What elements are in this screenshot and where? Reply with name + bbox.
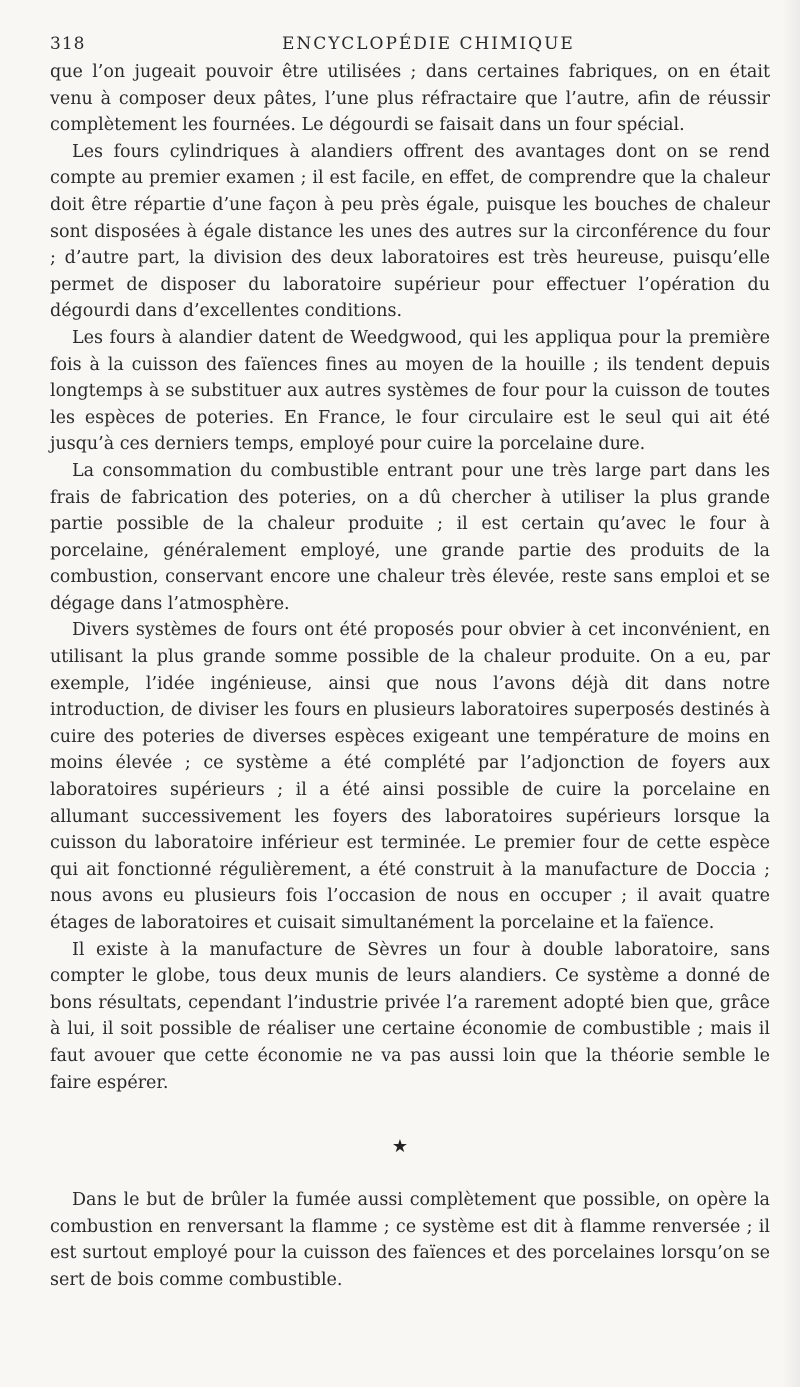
paragraph-continuation: que l’on jugeait pouvoir être utilisées ; dans certaines fabriques, on en était venu à composer deux pâtes, l’une plus réfractaire que l’autre, afin de réussir complètement les fournées. Le dégourdi se faisait dans un four spécial. (50, 62, 770, 136)
page-number: 318 (50, 34, 86, 54)
paragraph-fours-cylindriques: Les fours cylindriques à alandiers offrent des avantages dont on se rend compte au premier examen ; il est facile, en effet, de comprendre que la chaleur doit être répartie d’une façon à peu près égale, puisque les bouches de chaleur sont disposées à égale distance les unes des autres sur la circonférence du four ; d’autre part, la division des deux laboratoires est très heureuse, puisqu’elle permet de disposer du laboratoire supérieur pour effectuer l’opération du dégourdi dans d’excellentes conditions. (50, 141, 770, 322)
paragraph-flamme-renversee: Dans le but de brûler la fumée aussi complètement que possible, on opère la combustion en renversant la flamme ; ce système est dit à flamme renversée ; il est surtout employé pour la cuisson des faïences et des porcelaines lorsqu’on se sert de bois comme combustible. (50, 1190, 770, 1290)
section-separator-star: ★ (391, 1136, 409, 1157)
scan-edge-shadow (782, 0, 800, 1387)
page-header (50, 34, 770, 60)
paragraph-consommation: La consommation du combustible entrant pour une très large part dans les frais de fabrication des poteries, on a dû chercher à utiliser la plus grande partie possible de la chaleur produite ; il est certain qu’avec le four à porcelaine, généralement employé, une grande partie des produits de la combustion, conservant encore une chaleur très élevée, reste sans emploi et se dégage dans l’atmosphère. (50, 460, 770, 614)
paragraph-divers-systemes: Divers systèmes de fours ont été proposés pour obvier à cet inconvénient, en utilisant la plus grande somme possible de la chaleur produite. On a eu, par exemple, l’idée ingénieuse, ainsi que nous l’avons déjà dit dans notre introduction, de diviser les fours en plusieurs laboratoires superposés destinés à cuire des poteries de diverses espèces exigeant une température de moins en moins élevée ; ce système a été complété par l’adjonction de foyers aux laboratoires supérieurs ; il a été ainsi possible de cuire la porcelaine en allumant successivement les foyers des laboratoires supérieurs lorsque la cuisson du laboratoire inférieur est terminée. Le premier four de cette espèce qui ait fonctionné régulièrement, a été construit à la manufacture de Doccia ; nous avons eu plusieurs fois l’occasion de nous en occuper ; il avait quatre étages de laboratoires et cuisait simultanément la porcelaine et la faïence. (50, 620, 770, 933)
section-text (50, 1187, 770, 1293)
running-title: ENCYCLOPÉDIE CHIMIQUE (282, 34, 575, 54)
paragraph-sevres: Il existe à la manufacture de Sèvres un four à double laboratoire, sans compter le globe, tous deux munis de leurs alandiers. Ce système a donné de bons résultats, cependant l’industrie privée l’a rarement adopté bien que, grâce à lui, il soit possible de réaliser une certaine économie de combustible ; mais il faut avouer que cette économie ne va pas aussi loin que la théorie semble le faire espérer. (50, 939, 770, 1093)
main-text (50, 59, 770, 1096)
paragraph-fours-alandier: Les fours à alandier datent de Weedgwood, qui les appliqua pour la première fois à la cuisson des faïences fines au moyen de la houille ; ils tendent depuis longtemps à se substituer aux autres systèmes de four pour la cuisson de toutes les espèces de poteries. En France, le four circulaire est le seul qui ait été jusqu’à ces derniers temps, employé pour cuire la porcelaine dure. (50, 327, 770, 455)
